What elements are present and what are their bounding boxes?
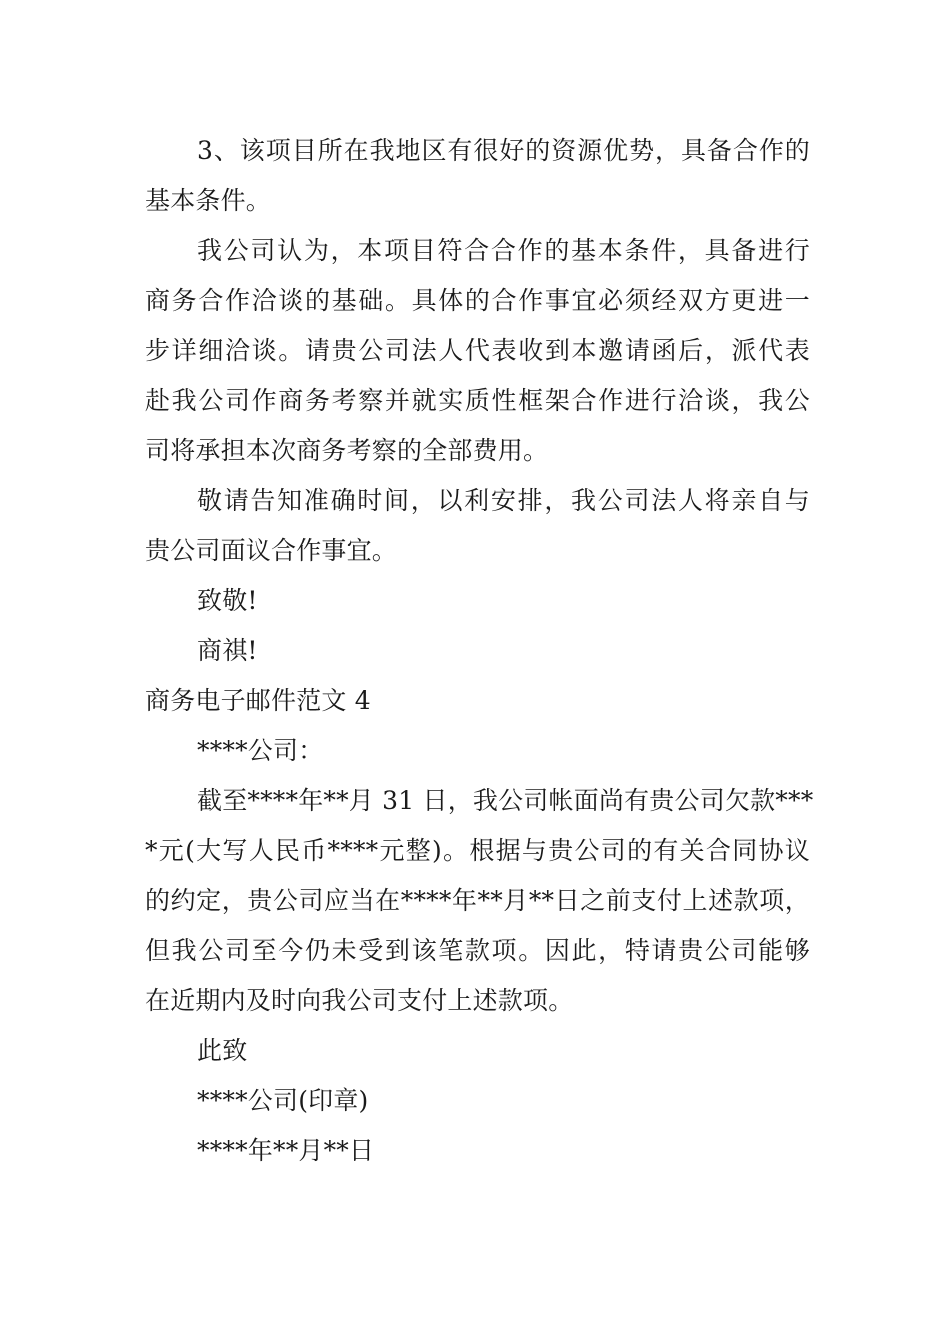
paragraph-line: 但我公司至今仍未受到该笔款项。因此，特请贵公司能够	[145, 936, 810, 965]
closing-salutation: 致敬!	[197, 586, 258, 615]
paragraph-line: 贵公司面议合作事宜。	[145, 536, 398, 565]
paragraph-line: 赴我公司作商务考察并就实质性框架合作进行洽谈，我公	[145, 386, 810, 415]
paragraph-line: 截至****年**月 31 日，我公司帐面尚有贵公司欠款***	[197, 786, 814, 815]
section-heading: 商务电子邮件范文 4	[145, 686, 371, 715]
paragraph-line: 基本条件。	[145, 186, 272, 215]
recipient-line: ****公司：	[197, 736, 324, 765]
document-body	[145, 126, 814, 1176]
paragraph-line: 司将承担本次商务考察的全部费用。	[145, 436, 549, 465]
paragraph-line: 的约定，贵公司应当在****年**月**日之前支付上述款项，	[145, 886, 810, 915]
paragraph-line: 步详细洽谈。请贵公司法人代表收到本邀请函后，派代表	[145, 336, 810, 365]
paragraph-line: 商务合作洽谈的基础。具体的合作事宜必须经双方更进一	[145, 286, 810, 315]
paragraph-line: 我公司认为，本项目符合合作的基本条件，具备进行	[197, 236, 810, 265]
signature-date: ****年**月**日	[197, 1136, 375, 1165]
closing-greeting: 商祺!	[197, 636, 258, 665]
signature-company: ****公司(印章)	[197, 1086, 369, 1115]
paragraph-line: 3、该项目所在我地区有很好的资源优势，具备合作的	[197, 136, 810, 165]
paragraph-line: 在近期内及时向我公司支付上述款项。	[145, 986, 574, 1015]
paragraph-line: *元(大写人民币****元整)。根据与贵公司的有关合同协议	[145, 836, 810, 865]
paragraph-line: 敬请告知准确时间，以利安排，我公司法人将亲自与	[197, 486, 810, 515]
closing-line: 此致	[197, 1036, 248, 1065]
